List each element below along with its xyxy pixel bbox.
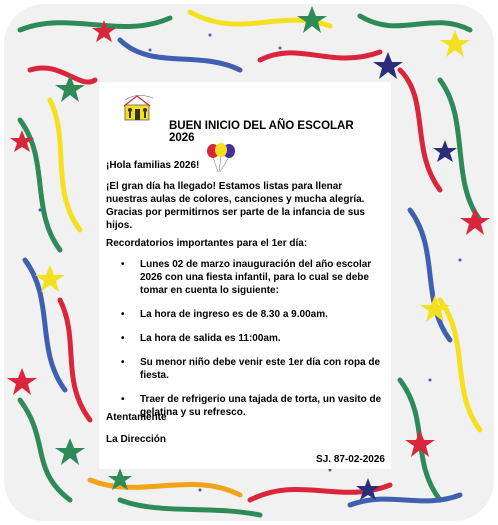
list-item bbox=[106, 308, 386, 321]
reminder-text: Traer de refrigerio una tajada de torta, un vasito de gelatina y su refresco. bbox=[140, 394, 382, 418]
bullet-icon: • bbox=[121, 309, 125, 320]
bullet-icon: • bbox=[121, 357, 125, 368]
document-code: SJ. 87-02-2026 bbox=[316, 454, 385, 465]
list-item bbox=[106, 332, 386, 345]
closing: Atentamente bbox=[106, 412, 167, 423]
reminders-heading: Recordatorios importantes para el 1er día: bbox=[106, 238, 308, 249]
list-item bbox=[106, 258, 386, 297]
reminder-text: La hora de salida es 11:00am. bbox=[140, 333, 281, 344]
bullet-icon: • bbox=[121, 333, 125, 344]
reminder-text: La hora de ingreso es de 8.30 a 9.00am. bbox=[140, 309, 328, 320]
bullet-icon: • bbox=[121, 394, 125, 405]
school-logo-icon bbox=[121, 90, 157, 126]
reminders-list bbox=[106, 258, 386, 430]
balloons-icon bbox=[204, 143, 238, 173]
greeting: ¡Hola familias 2026! bbox=[106, 160, 200, 171]
reminder-text: Lunes 02 de marzo inauguración del año escolar 2026 con una fiesta infantil, para lo cual se debe tomar en cuenta lo siguiente: bbox=[140, 259, 372, 296]
list-item bbox=[106, 356, 386, 382]
intro-paragraph: ¡El gran día ha llegado! Estamos listas para llenar nuestras aulas de colores, canciones y mucha alegría. Gracias por permitirnos ser parte de la infancia de sus hijos. bbox=[106, 181, 365, 231]
bullet-icon: • bbox=[121, 259, 125, 270]
reminder-text: Su menor niño debe venir este 1er día con ropa de fiesta. bbox=[140, 357, 381, 381]
notice-paper bbox=[99, 82, 391, 469]
signature: La Dirección bbox=[106, 434, 167, 445]
page-title: BUEN INICIO DEL AÑO ESCOLAR 2026 bbox=[169, 120, 354, 144]
